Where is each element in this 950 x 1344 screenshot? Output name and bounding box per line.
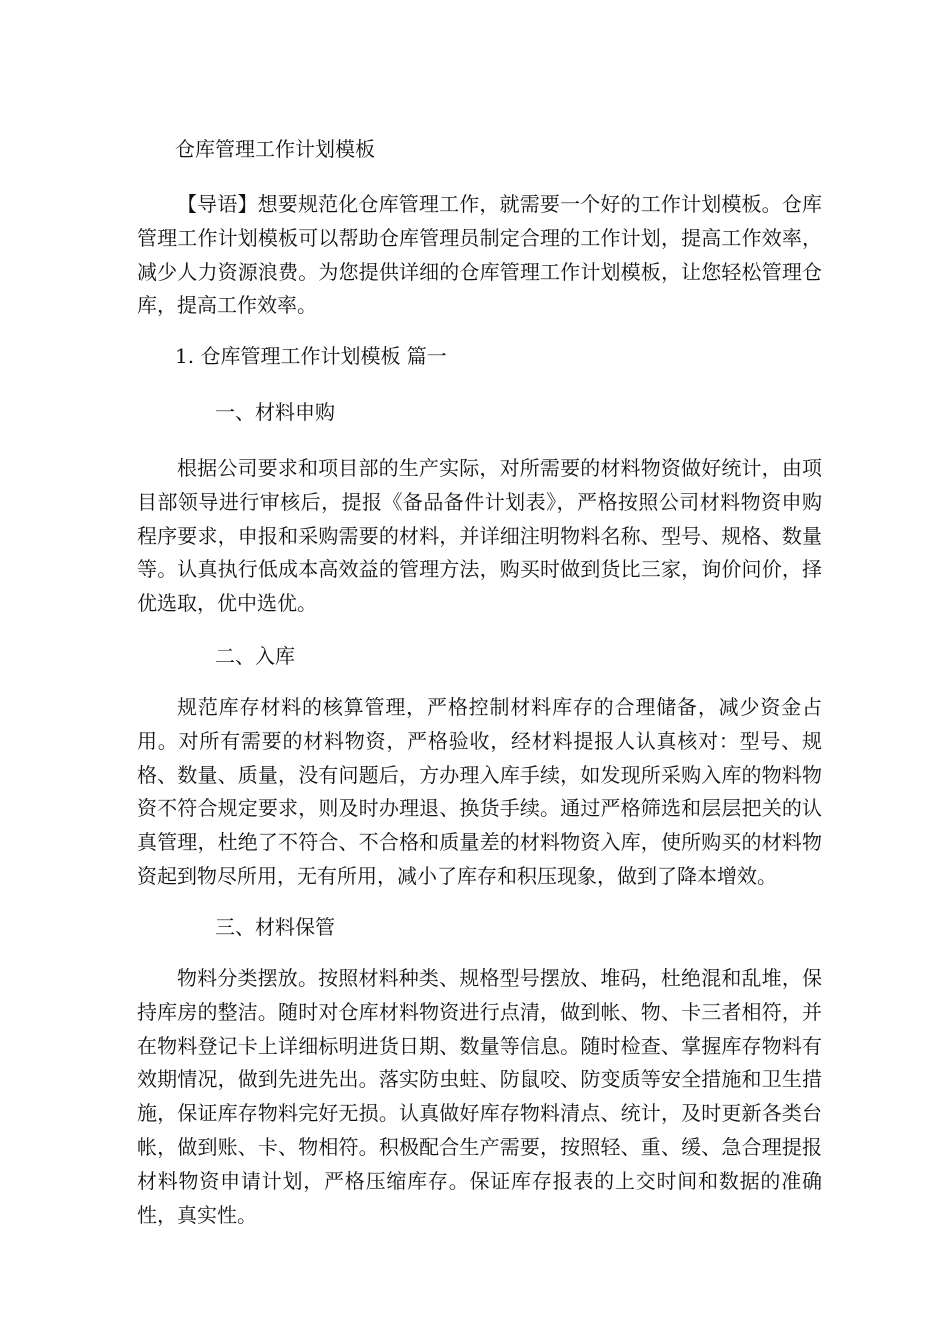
section-body-1: 根据公司要求和项目部的生产实际，对所需要的材料物资做好统计，由项目部领导进行审核后，提报《备品备件计划表》，严格按照公司材料物资申购程序要求，申报和采购需要的材料，并详细注明物料名称、型号、规格、数量等。认真执行低成本高效益的管理方法，购买时做到货比三家，询价问价，择优选取，优中选优。 [137, 456, 822, 616]
section-body-2: 规范库存材料的核算管理，严格控制材料库存的合理储备，减少资金占用。对所有需要的材料物资，严格验收，经材料提报人认真核对：型号、规格、数量、质量，没有问题后，方办理入库手续，如发现所采购入库的物料物资不符合规定要求，则及时办理退、换货手续。通过严格筛选和层层把关的认真管理，杜绝了不符合、不合格和质量差的材料物资入库，使所购买的材料物资起到物尽所用，无有所用，减小了库存和积压现象，做到了降本增效。 [137, 695, 822, 888]
section-body-3: 物料分类摆放。按照材料种类、规格型号摆放、堆码，杜绝混和乱堆，保持库房的整洁。随时对仓库材料物资进行点清，做到帐、物、卡三者相符，并在物料登记卡上详细标明进货日期、数量等信息。随时检查、掌握库存物料有效期情况，做到先进先出。落实防虫蛀、防鼠咬、防变质等安全措施和卫生措施，保证库存物料完好无损。认真做好库存物料清点、统计，及时更新各类台帐，做到账、卡、物相符。积极配合生产需要，按照轻、重、缓、急合理提报材料物资申请计划，严格压缩库存。保证库存报表的上交时间和数据的准确性，真实性。 [137, 966, 822, 1227]
section-heading-3: 三、材料保管 [215, 915, 335, 939]
section-heading-1: 一、材料申购 [215, 400, 335, 424]
section-heading-2: 二、入库 [215, 644, 295, 668]
part-heading: 1. 仓库管理工作计划模板 篇一 [175, 344, 447, 368]
document-title: 仓库管理工作计划模板 [175, 137, 375, 161]
intro-paragraph: 【导语】想要规范化仓库管理工作，就需要一个好的工作计划模板。仓库管理工作计划模板可以帮助仓库管理员制定合理的工作计划，提高工作效率，减少人力资源浪费。为您提供详细的仓库管理工作计划模板，让您轻松管理仓库，提高工作效率。 [137, 192, 822, 318]
